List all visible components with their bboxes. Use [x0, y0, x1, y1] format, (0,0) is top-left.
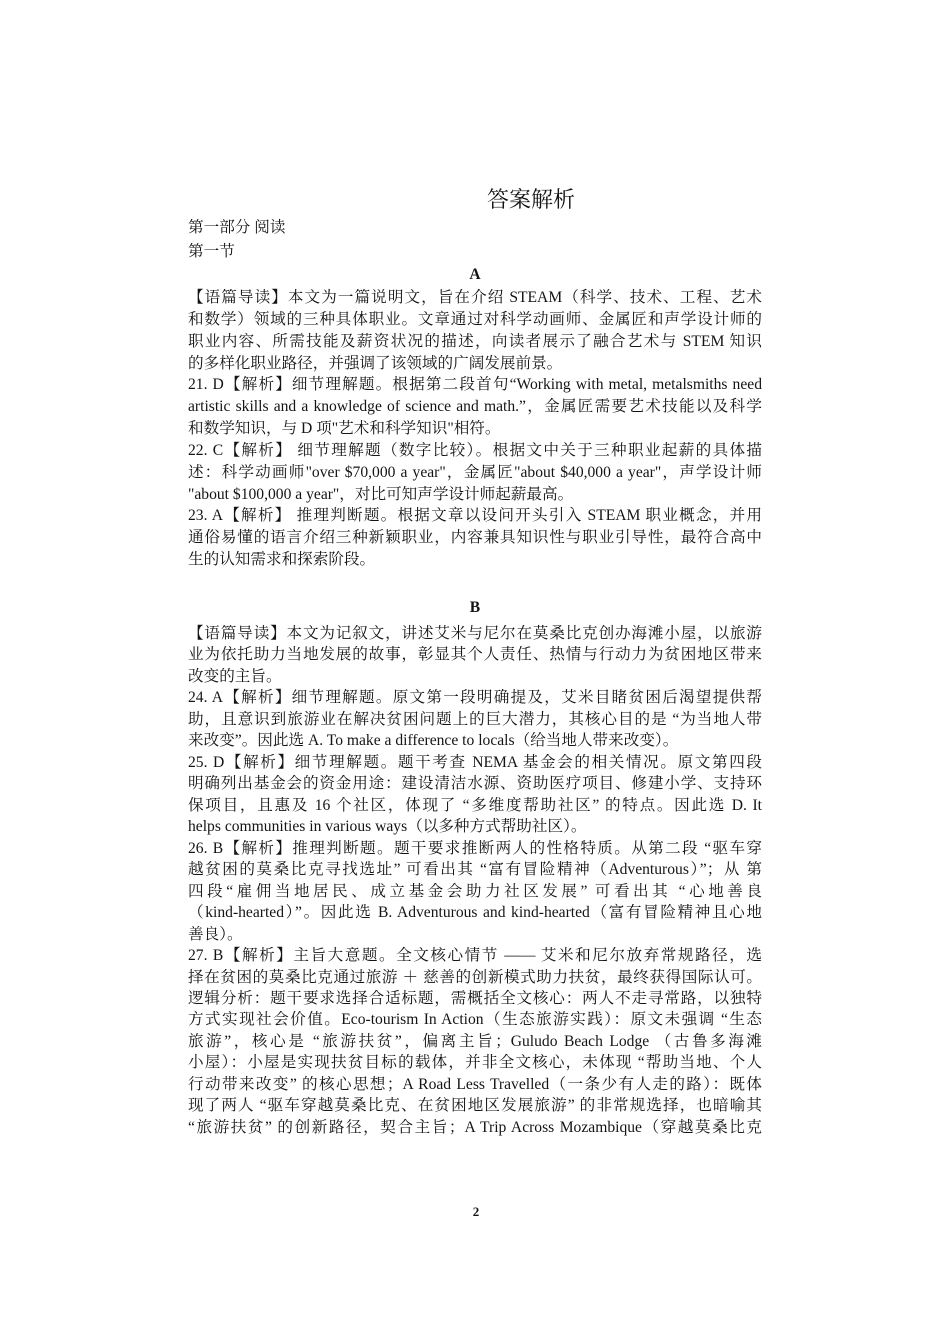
passage-a-line: 【语篇导读】本文为一篇说明文，旨在介绍 STEAM（科学、技术、工程、艺术 [188, 289, 762, 306]
passage-b-line: 小屋）：小屋是实现扶贫目标的载体，并非全文核心，未体现 “帮助当地、个人 [188, 1054, 762, 1072]
passage-a-line: 23. A【解析】 推理判断题。根据文章以设问开头引入 STEAM 职业概念，并用 [188, 507, 762, 525]
passage-a-heading: A [469, 266, 481, 283]
passage-b-line: 方式实现社会价值。Eco-tourism In Action（生态旅游实践）：原文未强调 “生态 [188, 1011, 762, 1029]
passage-a-line: 和数学）领域的三种具体职业。文章通过对科学动画师、金属匠和声学设计师的 [188, 310, 762, 328]
passage-b-line: 四段“雇佣当地居民、成立基金会助力社区发展” 可看出其 “心地善良 [188, 882, 762, 900]
passage-a-line: 22. C【解析】 细节理解题（数字比较）。根据文中关于三种职业起薪的具体描 [188, 441, 762, 459]
passage-b-line: 行动带来改变” 的核心思想；A Road Less Travelled（一条少有人走的路）：既体 [188, 1075, 762, 1093]
passage-a-line: 职业内容、所需技能及薪资状况的描述，向读者展示了融合艺术与 STEM 知识 [188, 332, 762, 350]
passage-a-line: 通俗易懂的语言介绍三种新颖职业，内容兼具知识性与职业引导性，最符合高中 [188, 529, 762, 547]
passage-b-line: 越贫困的莫桑比克寻找选址” 可看出其 “富有冒险精神（Adventurous）”；从 第 [188, 861, 762, 879]
passage-b-line: 择在贫困的莫桑比克通过旅游 ＋ 慈善的创新模式助力扶贫，最终获得国际认可。 [188, 968, 762, 986]
passage-b-line: 明确列出基金会的资金用途：建设清洁水源、资助医疗项目、修建小学、支持环 [188, 775, 762, 793]
passage-b-line: 26. B【解析】推理判断题。题干要求推断两人的性格特质。从第二段 “驱车穿 [188, 839, 762, 857]
section-label: 第一节 [188, 243, 235, 260]
passage-a-line: 21. D【解析】细节理解题。根据第二段首句“Working with metal, metalsmiths need [188, 376, 762, 394]
page-title: 答案解析 [486, 187, 575, 212]
passage-b [188, 623, 762, 1138]
passage-b-line: 【语篇导读】本文为记叙文，讲述艾米与尼尔在莫桑比克创办海滩小屋，以旅游 [188, 625, 762, 642]
passage-b-line: 25. D【解析】细节理解题。题干考查 NEMA 基金会的相关情况。原文第四段 [188, 753, 762, 771]
passage-a-line: artistic skills and a knowledge of science and math.”，金属匠需要艺术技能以及科学 [188, 398, 762, 416]
passage-b-line: 24. A【解析】细节理解题。原文第一段明确提及，艾米目睹贫困后渴望提供帮 [188, 689, 762, 707]
passage-b-line: 逻辑分析：题干要求选择合适标题，需概括全文核心：两人不走寻常路，以独特 [188, 989, 762, 1007]
passage-a-line: 述：科学动画师"over $70,000 a year"，金属匠"about $40,000 a year"，声学设计师 [188, 463, 762, 481]
passage-b-heading: B [469, 599, 481, 616]
passage-b-line: 来改变”。因此选 A. To make a difference to locals（给当地人带来改变）。 [188, 732, 679, 750]
passage-a-line: 和数学知识，与 D 项"艺术和科学知识"相符。 [188, 420, 501, 438]
passage-b-line: helps communities in various ways（以多种方式帮助社区）。 [188, 818, 587, 836]
passage-a-line: 的多样化职业路径，并强调了该领域的广阔发展前景。 [188, 354, 563, 372]
passage-a-line: "about $100,000 a year"，对比可知声学设计师起薪最高。 [188, 485, 574, 503]
passage-a-line: 生的认知需求和探索阶段。 [188, 551, 376, 569]
passage-b-line: 业为依托助力当地发展的故事，彰显其个人责任、热情与行动力为贫困地区带来 [188, 646, 762, 664]
passage-b-line: 27. B【解析】主旨大意题。全文核心情节 —— 艾米和尼尔放弃常规路径，选 [188, 947, 762, 965]
passage-b-line: 保项目，且惠及 16 个社区，体现了 “多维度帮助社区” 的特点。因此选 D. It [188, 796, 762, 814]
passage-a [188, 287, 762, 571]
passage-b-line: 旅游”，核心是 “旅游扶贫”，偏离主旨；Guludo Beach Lodge （古鲁多海滩 [188, 1032, 762, 1050]
passage-b-line: 善良）。 [188, 925, 243, 943]
page-number: 2 [472, 1204, 480, 1219]
passage-b-line: 现了两人 “驱车穿越莫桑比克、在贫困地区发展旅游” 的非常规选择，也暗喻其 [188, 1097, 762, 1115]
passage-b-line: 改变的主旨。 [188, 667, 282, 685]
part-label: 第一部分 阅读 [188, 219, 286, 236]
passage-b-line: 助，且意识到旅游业在解决贫困问题上的巨大潜力，其核心目的是 “为当地人带 [188, 710, 762, 728]
passage-b-line: （kind-hearted）”。因此选 B. Adventurous and kind-hearted（富有冒险精神且心地 [188, 904, 762, 922]
passage-b-line: “旅游扶贫” 的创新路径，契合主旨；A Trip Across Mozambique（穿越莫桑比克 [188, 1118, 762, 1136]
